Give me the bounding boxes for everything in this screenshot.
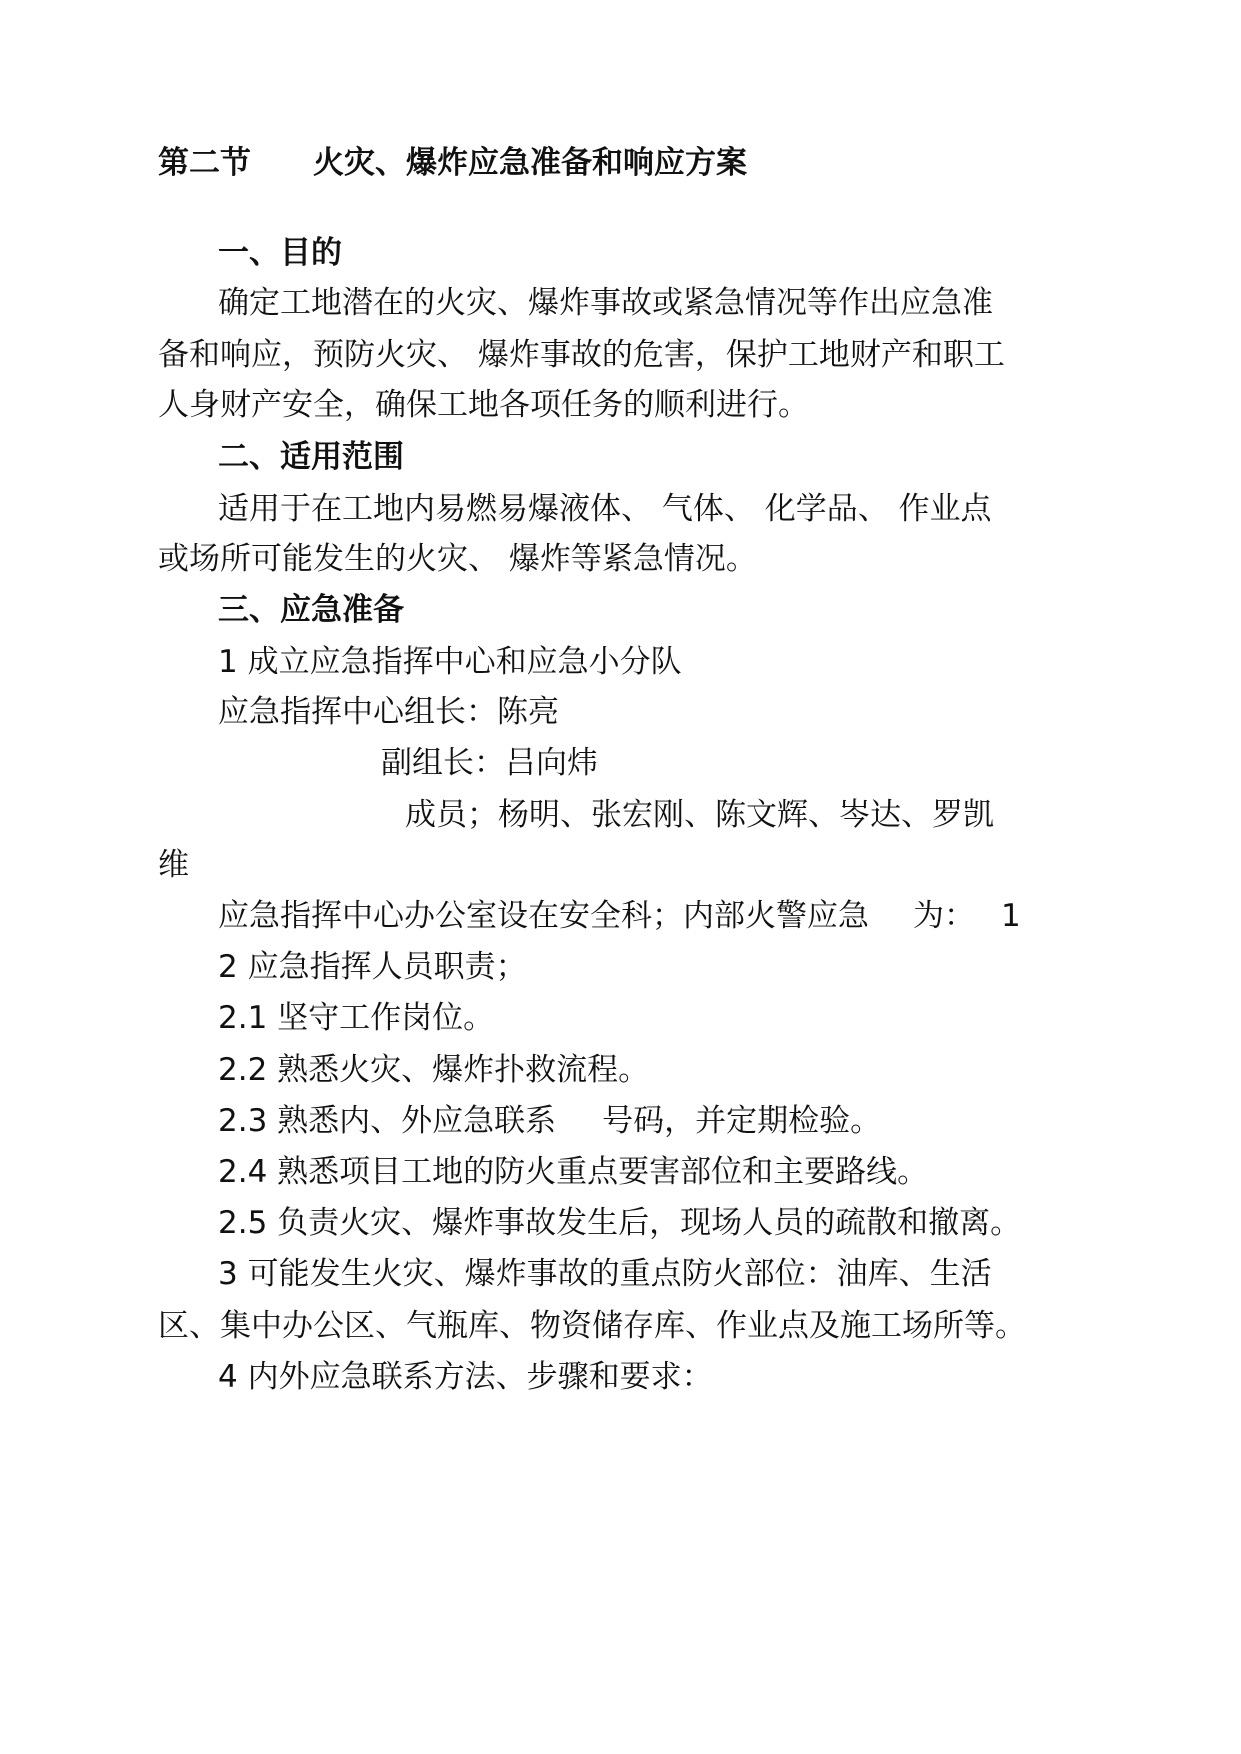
office-text-b: 为： xyxy=(913,898,975,934)
scope-line-1: 适用于在工地内易燃易爆液体、 气体、 化学品、 作业点 xyxy=(218,491,992,527)
item-2: 2 应急指挥人员职责； xyxy=(218,949,527,985)
item-3-line-1: 3 可能发生火灾、爆炸事故的重点防火部位：油库、生活 xyxy=(218,1256,992,1292)
heading-preparation: 三、应急准备 xyxy=(218,592,404,628)
office-text: 应急指挥中心办公室设在安全科；内部火警应急 xyxy=(218,898,869,934)
scope-line-2: 或场所可能发生的火灾、 爆炸等紧急情况。 xyxy=(158,541,757,577)
purpose-line-3: 人身财产安全，确保工地各项任务的顺利进行。 xyxy=(158,387,809,423)
members-line-1: 成员；杨明、张宏刚、陈文辉、岑达、罗凯 xyxy=(405,797,994,833)
item-2-3-a: 2.3 熟悉内、外应急联系 xyxy=(218,1103,557,1139)
item-2-4: 2.4 熟悉项目工地的防火重点要害部位和主要路线。 xyxy=(218,1154,929,1190)
item-2-2: 2.2 熟悉火灾、爆炸扑救流程。 xyxy=(218,1052,650,1088)
section-number: 第二节 xyxy=(158,145,251,181)
item-2-3-b: 号码，并定期检验。 xyxy=(602,1103,882,1139)
office-line xyxy=(218,896,1021,936)
item-1: 1 成立应急指挥中心和应急小分队 xyxy=(218,644,682,680)
item-2-3 xyxy=(218,1101,881,1141)
section-heading: 火灾、爆炸应急准备和响应方案 xyxy=(313,145,747,181)
deputy-line: 副组长：吕向炜 xyxy=(381,745,598,781)
heading-scope: 二、适用范围 xyxy=(218,439,404,475)
item-2-1: 2.1 坚守工作岗位。 xyxy=(218,1000,495,1036)
item-3-line-2: 区、集中办公区、气瓶库、物资储存库、作业点及施工场所等。 xyxy=(158,1308,1026,1344)
item-4: 4 内外应急联系方法、步骤和要求： xyxy=(218,1359,713,1395)
section-title xyxy=(158,143,747,183)
purpose-line-1: 确定工地潜在的火灾、爆炸事故或紧急情况等作出应急准 xyxy=(218,285,993,321)
leader-line: 应急指挥中心组长：陈亮 xyxy=(218,694,559,730)
members-line-2: 维 xyxy=(158,847,189,883)
purpose-line-2: 备和响应，预防火灾、 爆炸事故的危害，保护工地财产和职工 xyxy=(158,337,1005,373)
office-number: 1 xyxy=(1001,898,1021,934)
item-2-5: 2.5 负责火灾、爆炸事故发生后，现场人员的疏散和撤离。 xyxy=(218,1205,1022,1241)
heading-purpose: 一、目的 xyxy=(218,235,342,271)
